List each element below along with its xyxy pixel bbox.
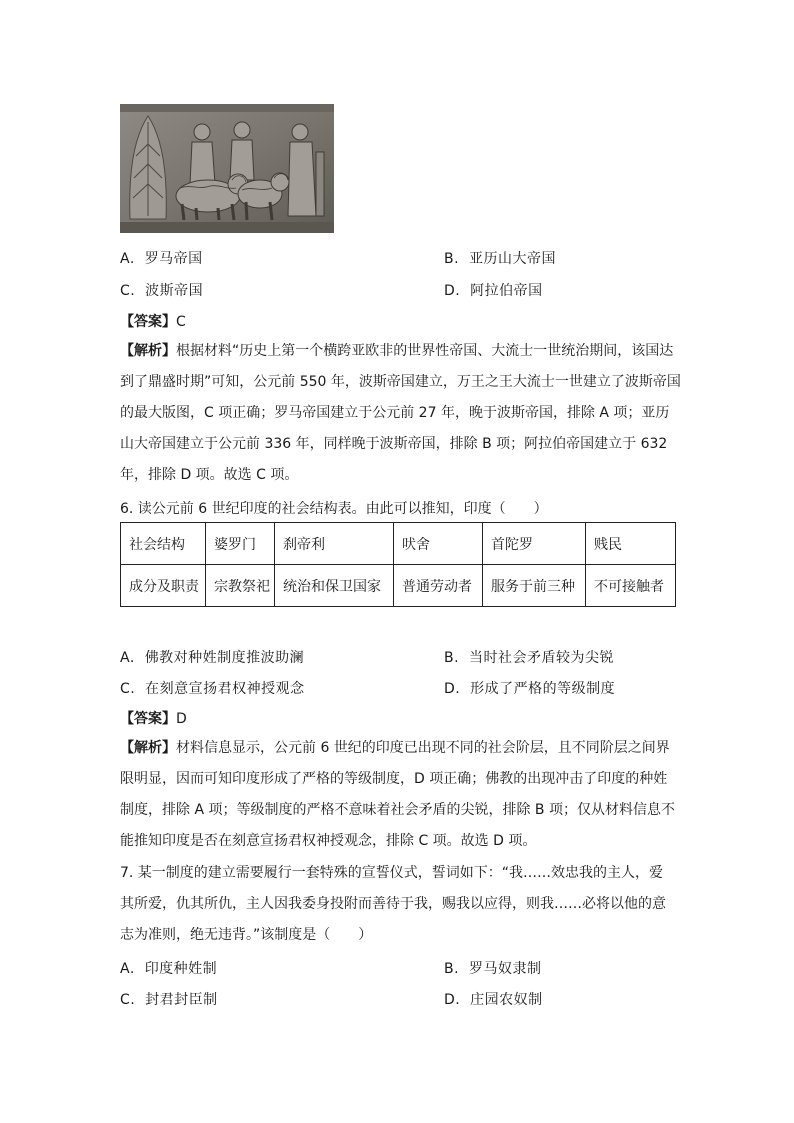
social-structure-table <box>120 522 676 607</box>
table-cell: 婆罗门 <box>206 523 275 565</box>
option-d: D. 阿拉伯帝国 <box>444 283 543 299</box>
option-c: C. 在刻意宣扬君权神授观念 <box>120 681 305 697</box>
table-cell: 不可接触者 <box>586 565 676 607</box>
option-a: A. 佛教对种姓制度推波助澜 <box>120 650 305 666</box>
table-cell: 宗教祭祀 <box>206 565 275 607</box>
table-cell: 吠舍 <box>394 523 483 565</box>
table-row <box>121 523 676 565</box>
option-d: D. 庄园农奴制 <box>444 992 543 1008</box>
analysis-paragraph: 【解析】材料信息显示，公元前 6 世纪的印度已出现不同的社会阶层，且不同阶层之间界 限明显，因而可知印度形成了严格的等级制度，D 项正确；佛教的出现冲击了印度的种姓 制度，排除 A 项；等级制度的严格不意味着社会矛盾的尖锐，排除 B 项；仅从材料信息不 能推知印度是否在刻意宣扬君权神授观念，排除 C 项。故选 D 项。 <box>120 740 675 849</box>
option-c: C. 波斯帝国 <box>120 283 204 299</box>
stone-relief-image <box>120 104 334 233</box>
question-7: 7. 某一制度的建立需要履行一套特殊的宣誓仪式，誓词如下：“我……效忠我的主人，爱 其所爱，仇其所仇，主人因我委身投附而善待于我，赐我以应得，则我……必将以他的意 志为准则，绝无违背。”该制度是（ ） <box>120 865 666 943</box>
table-row <box>121 565 676 607</box>
table-cell: 服务于前三种 <box>483 565 586 607</box>
option-b: B. 罗马奴隶制 <box>444 961 542 977</box>
table-cell: 社会结构 <box>121 523 206 565</box>
option-b: B. 亚历山大帝国 <box>444 251 556 267</box>
question-6: 6. 读公元前 6 世纪印度的社会结构表。由此可以推知，印度（ ） <box>120 501 548 517</box>
table-cell: 首陀罗 <box>483 523 586 565</box>
table-cell: 统治和保卫国家 <box>275 565 394 607</box>
option-b: B. 当时社会矛盾较为尖锐 <box>444 650 614 666</box>
table-cell: 成分及职责 <box>121 565 206 607</box>
table-cell: 普通劳动者 <box>394 565 483 607</box>
option-c: C. 封君封臣制 <box>120 992 218 1008</box>
option-a: A. 罗马帝国 <box>120 251 203 267</box>
table-cell: 贱民 <box>586 523 676 565</box>
option-d: D. 形成了严格的等级制度 <box>444 681 616 697</box>
analysis-paragraph: 【解析】根据材料“历史上第一个横跨亚欧非的世界性帝国、大流士一世统治期间，该国达 到了鼎盛时期”可知，公元前 550 年，波斯帝国建立，万王之王大流士一世建立了波斯帝国 的最大版图，C 项正确；罗马帝国建立于公元前 27 年，晚于波斯帝国，排除 A 项；亚历 山大帝国建立于公元前 336 年，同样晚于波斯帝国，排除 B 项；阿拉伯帝国建立于 632 年，排除 D 项。故选 C 项。 <box>120 343 681 483</box>
answer-line: 【答案】D <box>120 711 187 727</box>
table-cell: 刹帝利 <box>275 523 394 565</box>
answer-line: 【答案】C <box>120 314 186 330</box>
option-a: A. 印度种姓制 <box>120 961 218 977</box>
